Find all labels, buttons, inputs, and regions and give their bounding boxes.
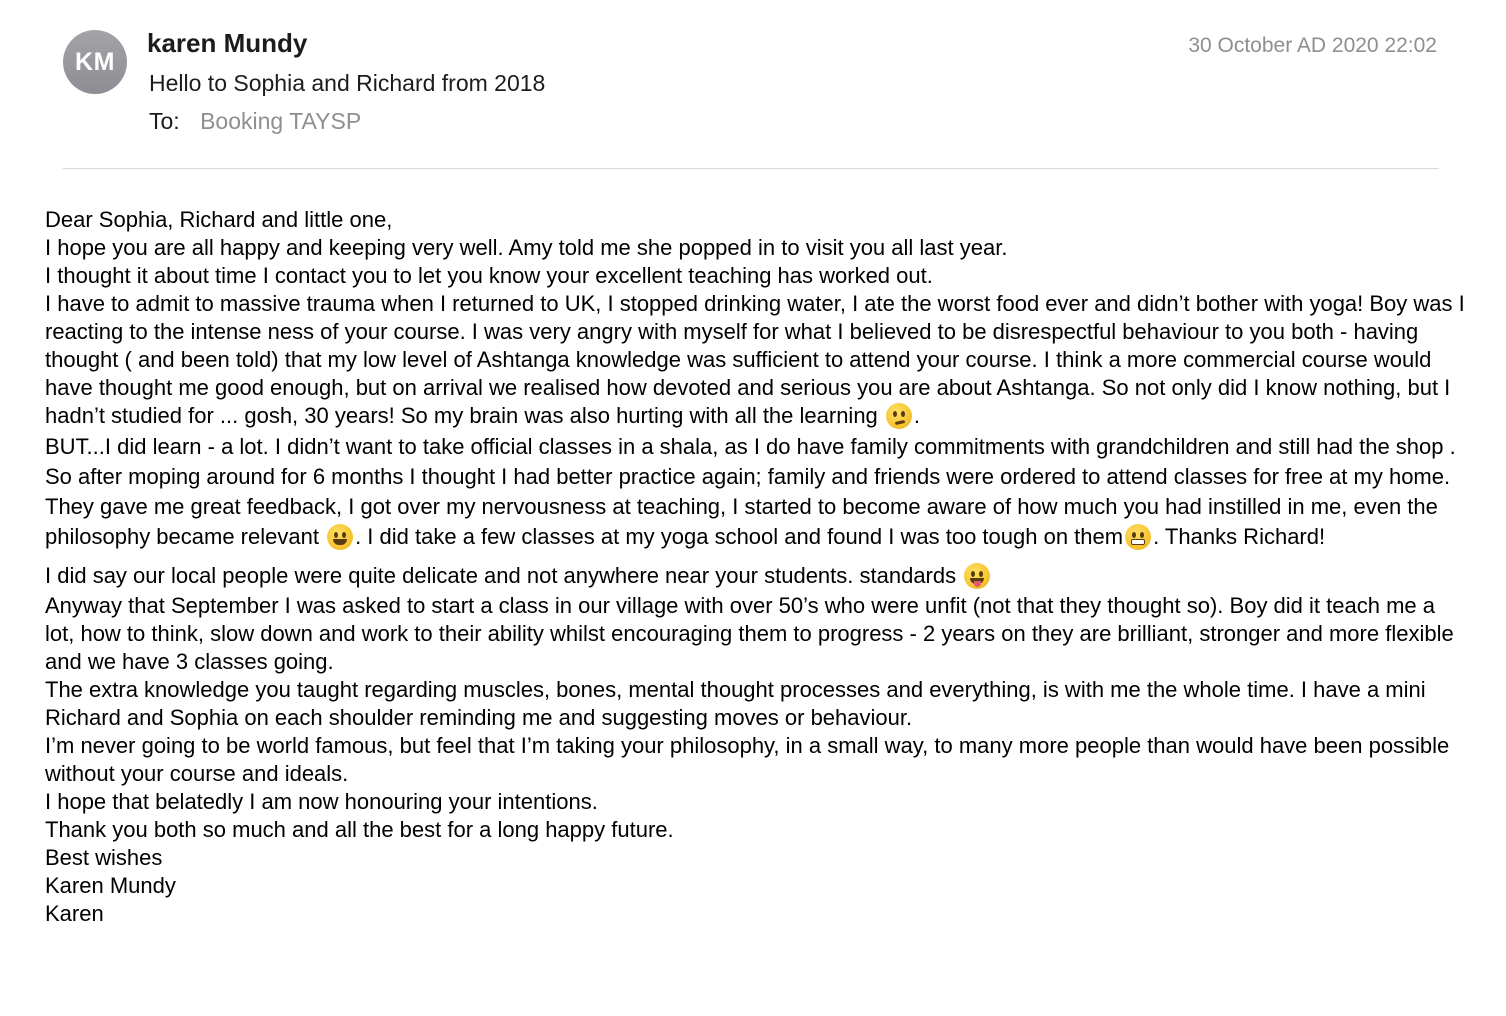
grimacing-face-emoji-icon	[1125, 524, 1151, 550]
zany-face-emoji-icon	[964, 563, 990, 589]
body-paragraph: I hope you are all happy and keeping very well. Amy told me she popped in to visit you all last year.	[45, 235, 1008, 260]
body-paragraph	[45, 290, 1465, 430]
signoff: Best wishes	[45, 845, 163, 870]
message-body	[45, 206, 1465, 928]
body-text: . I did take a few classes at my yoga school and found I was too tough on them	[355, 524, 1124, 549]
smirking-face-emoji-icon	[886, 403, 912, 429]
sender-avatar[interactable]: KM	[63, 30, 127, 94]
message-header	[0, 0, 1506, 170]
signature-first-name: Karen	[45, 901, 104, 926]
body-paragraph: I’m never going to be world famous, but feel that I’m taking your philosophy, in a small way, to many more people than would have been possible without your course and ideals.	[45, 733, 1450, 786]
body-text: I have to admit to massive trauma when I returned to UK, I stopped drinking water, I ate the worst food ever and didn’t bother with yoga! Boy was I reacting to the intense ness of your course. I was very angry with myself for what I believed to be disrespectful behaviour to you both - having thought ( and been told) that my low level of Ashtanga knowledge was sufficient to attend your course. I think a more commercial course would have thought me good enough, but on arrival we realised how devoted and serious you are about Ashtanga. So not only did I know nothing, but I hadn’t studied for ... gosh, 30 years! So my brain was also hurting with all the learning	[45, 291, 1465, 428]
body-paragraph: Thank you both so much and all the best for a long happy future.	[45, 817, 674, 842]
body-paragraph	[45, 432, 1465, 552]
body-text: BUT...I did learn - a lot. I didn’t want to take official classes in a shala, as I do have family commitments with grandchildren and still had the shop . So after moping around for 6 months I thought I had better practice again; family and friends were ordered to attend classes for free at my home. They gave me great feedback, I got over my nervousness at teaching, I started to become aware of how much you had instilled in me, even the philosophy became relevant	[45, 434, 1456, 549]
recipient-row	[149, 108, 361, 135]
body-text: .	[913, 403, 921, 428]
body-paragraph	[45, 562, 1465, 590]
body-paragraph: I thought it about time I contact you to let you know your excellent teaching has worked out.	[45, 263, 933, 288]
body-paragraph: The extra knowledge you taught regarding muscles, bones, mental thought processes and everything, is with me the whole time. I have a mini Richard and Sophia on each shoulder reminding me and suggesting moves or behaviour.	[45, 677, 1426, 730]
recipient-name[interactable]: Booking TAYSP	[200, 108, 362, 134]
message-date: 30 October AD 2020 22:02	[1188, 34, 1437, 57]
header-divider	[63, 168, 1439, 169]
grinning-face-emoji-icon	[327, 524, 353, 550]
signature-name: Karen Mundy	[45, 873, 176, 898]
body-text: I did say our local people were quite delicate and not anywhere near your students. standards	[45, 563, 957, 588]
body-paragraph: I hope that belatedly I am now honouring your intentions.	[45, 789, 598, 814]
to-label: To:	[149, 108, 180, 134]
body-text: . Thanks Richard!	[1153, 524, 1326, 549]
sender-name[interactable]: karen Mundy	[147, 28, 308, 58]
message-subject: Hello to Sophia and Richard from 2018	[149, 70, 546, 96]
body-paragraph: Anyway that September I was asked to start a class in our village with over 50’s who were unfit (not that they thought so). Boy did it teach me a lot, how to think, slow down and work to their ability whilst encouraging them to progress - 2 years on they are brilliant, stronger and more flexible and we have 3 classes going.	[45, 593, 1454, 674]
body-paragraph: Dear Sophia, Richard and little one,	[45, 207, 393, 232]
